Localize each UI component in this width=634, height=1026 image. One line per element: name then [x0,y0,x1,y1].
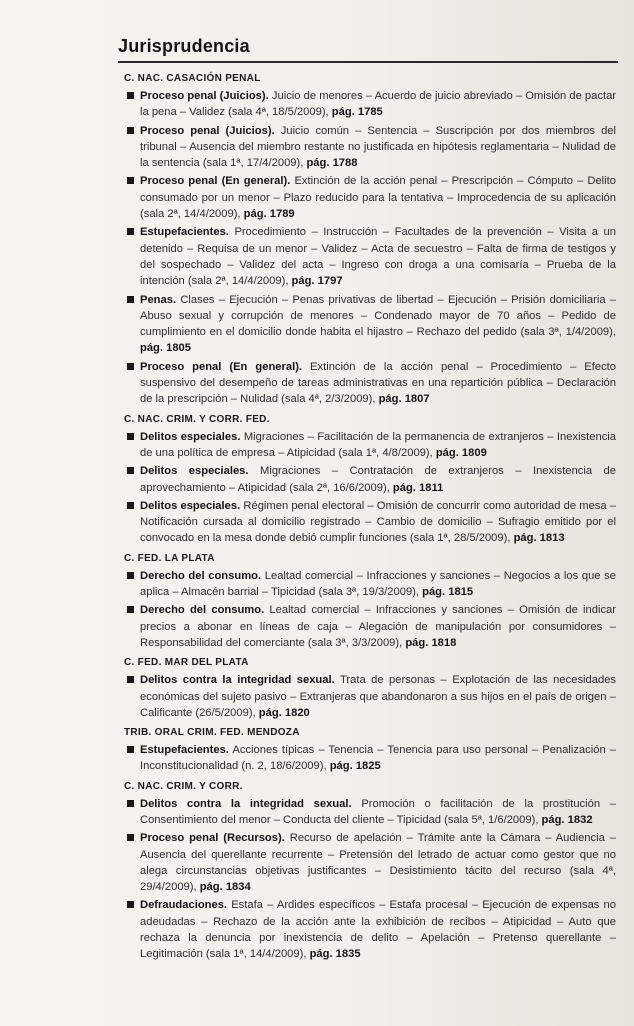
page-reference: pág. 1825 [329,760,381,773]
entry-text: Acciones típicas – Tenencia – Tenencia para uso personal – Penalización – Inconstitucionalidad (n. 2, 18/6/2009), [140,744,616,773]
entry-text: Estafa – Ardides específicos – Estafa procesal – Ejecución de expensas no adeudadas – Rechazo de la acción ante la exhibición de recibos – Atipicidad – Auto que rechaza la denuncia por inexistencia de delito – Apelación – Pretenso querellante – Legitimación (sala 1ª, 14/4/2009), [140,899,616,961]
entry-topic: Delitos contra la integridad sexual. [140,674,335,687]
case-entry [118,429,616,462]
square-bullet-icon [127,127,134,134]
case-entry [118,602,616,651]
entry-text: Lealtad comercial – Infracciones y sanciones – Omisión de indicar precios a abonar en líneas de caja – Alegación de manipulación por consumidores – Responsabilidad del comerciante (sala 3ª, 3/3/2009), [140,604,617,649]
case-entry [118,568,616,601]
page-reference: pág. 1809 [435,446,487,459]
case-entry [118,292,616,357]
entry-topic: Derecho del consumo. [140,604,265,617]
case-entry [118,742,616,775]
page-reference: pág. 1811 [392,481,444,494]
entry-text: Procedimiento – Instrucción – Facultades de la prevención – Visita a un detenido – Requisa de un menor – Validez – Acta de secuestro – Falta de firma de testigos y del sospechado – Validez del acta – Ingreso con droga a una comisaría – Prueba de la intención (sala 2ª, 14/4/2009), [140,226,616,288]
case-entry [118,830,616,895]
page-header [118,36,618,63]
square-bullet-icon [127,606,134,613]
entry-text: Migraciones – Facilitación de la permanencia de extranjeros – Inexistencia de una política de empresa – Atipicidad (sala 1ª, 4/8/2009), [140,430,617,459]
court-heading: C. NAC. CRIM. Y CORR. [124,780,243,792]
square-bullet-icon [127,363,134,370]
page-reference: pág. 1835 [309,948,361,961]
entry-topic: Derecho del consumo. [140,569,262,582]
case-entry [118,463,616,496]
page-reference: pág. 1788 [306,157,358,170]
case-entry [118,123,616,172]
entry-text: Recurso de apelación – Trámite ante la Cámara – Audiencia – Ausencia del querellante recurrente – Pretensión del letrado de actuar como gestor que no alega circunstancias objetivas justificantes – Desistimiento tácito del recurso (sala 4ª, 29/4/2009), [140,832,616,894]
entry-topic: Delitos especiales. [140,499,241,512]
case-entry [118,359,616,408]
page-reference: pág. 1789 [243,208,295,221]
square-bullet-icon [127,177,134,184]
court-section [118,413,616,547]
square-bullet-icon [127,800,134,807]
entry-topic: Proceso penal (Juicios). [140,124,275,137]
entry-topic: Penas. [140,293,177,306]
case-entry [118,498,616,547]
entry-text: Régimen penal electoral – Omisión de concurrir como autoridad de mesa – Notificación cursada al domicilio registrado – Cambio de domicilio – Sufragio emitido por el convocado en la mesa donde debió cumplir funciones (sala 1ª, 28/5/2009), [140,499,617,545]
court-section [118,656,616,721]
page-reference: pág. 1785 [331,106,383,119]
entry-topic: Estupefacientes. [140,226,229,239]
page-reference: pág. 1797 [291,275,343,288]
court-section [118,552,616,651]
court-heading: C. NAC. CRIM. Y CORR. FED. [124,413,270,425]
page-reference: pág. 1813 [513,532,565,545]
page-reference: pág. 1832 [541,813,593,826]
entry-text: Extinción de la acción penal – Procedimiento – Efecto suspensivo del desempeño de tareas administrativas en una repartición pública – Declaración de la prescripción – Nulidad (sala 4ª, 2/3/2009), [140,360,616,406]
entry-topic: Proceso penal (Juicios). [140,90,269,102]
square-bullet-icon [127,676,134,683]
entry-topic: Delitos especiales. [140,465,249,478]
entry-topic: Delitos contra la integridad sexual. [140,797,352,810]
entry-text: Lealtad comercial – Infracciones y sanciones – Negocios a los que se aplica – Almacén barrial – Tipicidad (sala 3ª, 19/3/2009), [140,569,616,599]
court-heading: C. FED. LA PLATA [124,552,215,564]
case-entry [118,672,616,721]
square-bullet-icon [127,467,134,474]
square-bullet-icon [127,296,134,303]
page-reference: pág. 1820 [258,706,310,719]
case-entry [118,173,616,222]
page-reference: pág. 1807 [378,393,430,406]
court-heading: C. NAC. CASACIÓN PENAL [124,73,261,84]
page-reference: pág. 1834 [199,881,251,894]
entry-text: Trata de personas – Explotación de las necesidades económicas del sujeto pasivo – Extranjeras que abandonaron a sus hijos en el país de origen – Calificante (26/5/2009), [140,674,617,719]
entry-topic: Defraudaciones. [140,899,228,912]
square-bullet-icon [127,572,134,579]
court-section [118,780,616,963]
square-bullet-icon [127,502,134,509]
square-bullet-icon [127,834,134,841]
court-heading: C. FED. MAR DEL PLATA [124,657,249,669]
entry-text: Migraciones – Contratación de extranjeros – Inexistencia de aprovechamiento – Atipicidad (sala 2ª, 16/6/2009), [140,465,616,494]
square-bullet-icon [127,433,134,440]
entry-topic: Delitos especiales. [140,430,241,443]
page-reference: pág. 1818 [405,636,457,649]
square-bullet-icon [127,901,134,908]
entry-text: Juicio común – Sentencia – Suscripción por dos miembros del tribunal – Ausencia del miembro restante no justificada en hipótesis reglamentaria – Nulidad de la sentencia (sala 1ª, 17/4/2009), [140,124,616,170]
case-entry [118,88,616,121]
jurisprudence-list [118,72,616,968]
case-entry [118,224,616,289]
court-heading: TRIB. ORAL CRIM. FED. MENDOZA [124,727,300,739]
entry-topic: Proceso penal (En general). [140,360,303,373]
page-title: Jurisprudencia [118,36,250,56]
court-section [118,72,616,408]
entry-text: Juicio de menores – Acuerdo de juicio abreviado – Omisión de pactar la pena – Validez (sala 4ª, 18/5/2009), [140,90,617,119]
square-bullet-icon [127,92,134,99]
square-bullet-icon [127,228,134,235]
case-entry [118,897,616,962]
page-reference: pág. 1815 [422,586,474,599]
entry-topic: Estupefacientes. [140,744,229,757]
page-reference: pág. 1805 [140,342,191,355]
entry-text: Extinción de la acción penal – Prescripción – Cómputo – Delito consumado por un menor – Plazo reducido para la tentativa – Improcedencia de su aplicación (sala 2ª, 14/4/2009), [140,175,616,221]
header-divider [118,61,618,63]
court-section [118,726,616,775]
square-bullet-icon [127,746,134,753]
entry-topic: Proceso penal (Recursos). [140,832,285,845]
entry-topic: Proceso penal (En general). [140,175,291,188]
entry-text: Clases – Ejecución – Penas privativas de libertad – Ejecución – Prisión domiciliaria – Abuso sexual y corrupción de menores – Condenado mayor de 70 años – Pedido de cumplimiento en el domicilio donde habita el hijastro – Rechazo del pedido (sala 3ª, 1/4/2009), [140,293,617,339]
case-entry [118,796,616,829]
entry-text: Promoción o facilitación de la prostitución – Consentimiento del menor – Conducta del cliente – Tipicidad (sala 5ª, 1/6/2009), [140,797,616,826]
